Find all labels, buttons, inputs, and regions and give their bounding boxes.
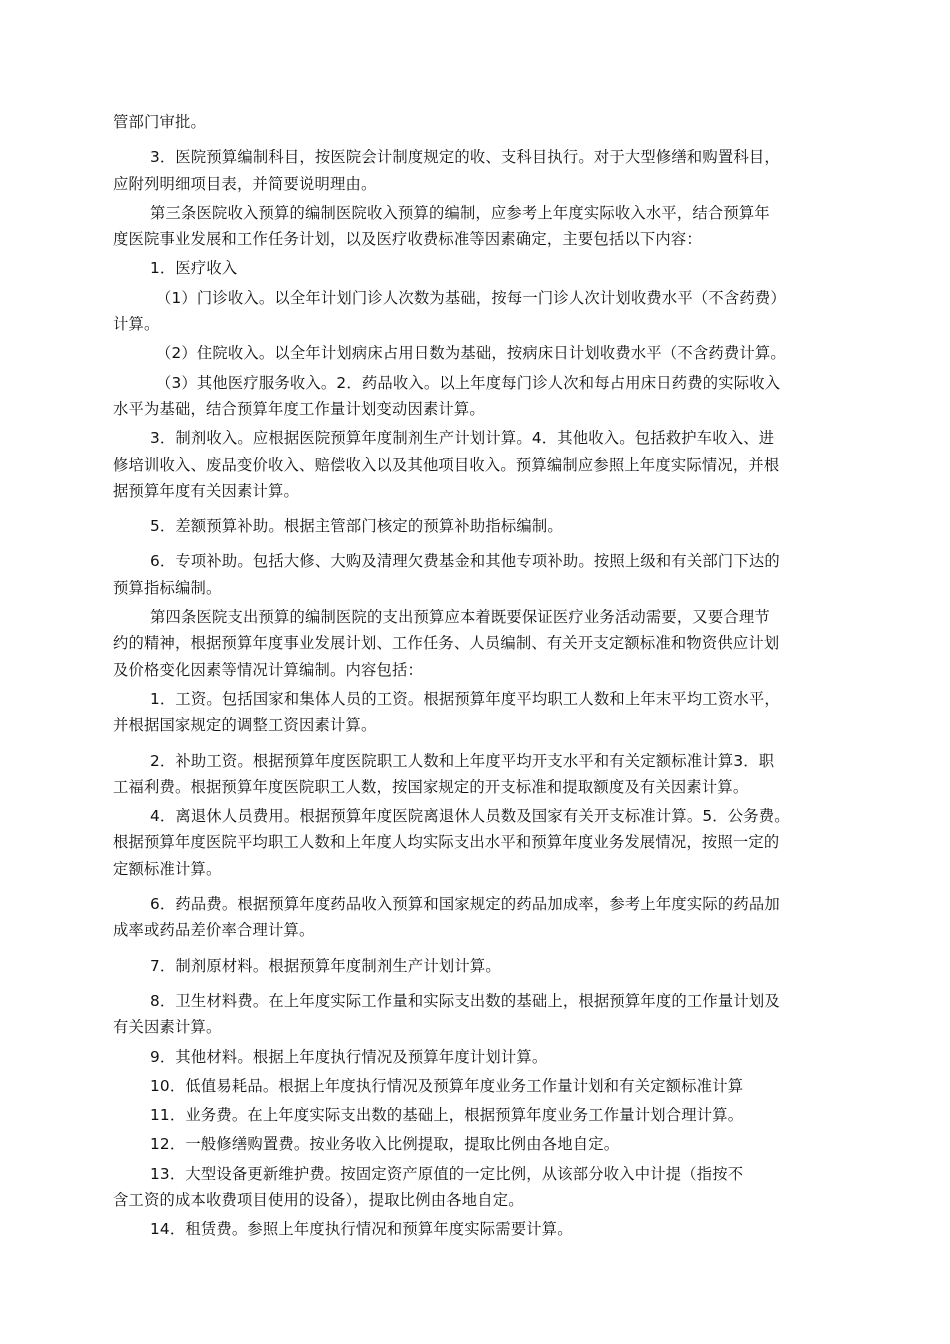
- text-line: 计算。: [113, 315, 160, 334]
- item-business-costs: [113, 1102, 850, 1128]
- text-line: 含工资的成本收费项目使用的设备），提取比例由各地自定。: [113, 1190, 524, 1209]
- text-line: 8．卫生材料费。在上年度实际工作量和实际支出数的基础上，根据预算年度的工作量计划及: [150, 991, 780, 1010]
- item-low-value-consumables: [113, 1073, 850, 1099]
- text-line: （1）门诊收入。以全年计划门诊人次数为基础，按每一门诊人次计划收费水平（不含药费）: [156, 288, 786, 307]
- text-line: 工福利费。根据预算年度医院职工人数，按国家规定的开支标准和提取额度及有关因素计算。: [113, 777, 749, 796]
- item-wages: [113, 686, 850, 739]
- text-line: 定额标准计算。: [113, 859, 222, 878]
- item-other-medical-income: [113, 370, 850, 423]
- item-sanitary-materials: [113, 988, 850, 1041]
- text-line: 1．医疗收入: [150, 259, 238, 278]
- item-medical-income: [113, 255, 850, 281]
- text-line: 6．药品费。根据预算年度药品收入预算和国家规定的药品加成率，参考上年度实际的药品加: [150, 895, 780, 914]
- item-balance-subsidy: [113, 513, 850, 539]
- article-3-income-budget: [113, 200, 850, 253]
- text-line: 约的精神，根据预算年度事业发展计划、工作任务、人员编制、有关开支定额标准和物资供应计划: [113, 634, 780, 653]
- text-line: 10．低值易耗品。根据上年度执行情况及预算年度业务工作量计划和有关定额标准计算: [150, 1076, 744, 1095]
- text-line: 14．租赁费。参照上年度执行情况和预算年度实际需要计算。: [150, 1220, 573, 1239]
- text-line: 5．差额预算补助。根据主管部门核定的预算补助指标编制。: [150, 517, 563, 536]
- item-repair-purchase: [113, 1131, 850, 1157]
- text-line: 11．业务费。在上年度实际支出数的基础上，根据预算年度业务工作量计划合理计算。: [150, 1106, 744, 1125]
- text-line: 3．制剂收入。应根据医院预算年度制剂生产计划计算。4．其他收入。包括救护车收入、进: [150, 429, 775, 448]
- item-outpatient-income: [113, 285, 850, 338]
- text-line: 成率或药品差价率合理计算。: [113, 921, 315, 940]
- paragraph-budget-subjects: [113, 144, 850, 197]
- text-line: 修培训收入、废品变价收入、赔偿收入以及其他项目收入。预算编制应参照上年度实际情况，并根: [113, 455, 780, 474]
- text-line: 根据预算年度医院平均职工人数和上年度人均实际支出水平和预算年度业务发展情况，按照一定的: [113, 833, 780, 852]
- text-line: 7．制剂原材料。根据预算年度制剂生产计划计算。: [150, 956, 501, 975]
- item-special-subsidy: [113, 548, 850, 601]
- item-retiree-costs: [113, 803, 850, 882]
- item-inpatient-income: [113, 340, 850, 366]
- text-line: 12．一般修缮购置费。按业务收入比例提取，提取比例由各地自定。: [150, 1135, 620, 1154]
- text-line: 4．离退休人员费用。根据预算年度医院离退休人员数及国家有关开支标准计算。5．公务费。: [150, 807, 790, 826]
- article-4-expense-budget: [113, 604, 850, 683]
- text-line: 1．工资。包括国家和集体人员的工资。根据预算年度平均职工人数和上年末平均工资水平，: [150, 689, 780, 708]
- item-drug-costs: [113, 891, 850, 944]
- text-line: 应附列明细项目表，并简要说明理由。: [113, 174, 377, 193]
- paragraph: [113, 109, 850, 135]
- item-preparation-income: [113, 425, 850, 504]
- text-line: 有关因素计算。: [113, 1018, 222, 1037]
- text-line: （3）其他医疗服务收入。2．药品收入。以上年度每门诊人次和每占用床日药费的实际收入: [156, 373, 781, 392]
- text-line: 并根据国家规定的调整工资因素计算。: [113, 716, 377, 735]
- text-line: 2．补助工资。根据预算年度医院职工人数和上年度平均开支水平和有关定额标准计算3．职: [150, 751, 775, 770]
- text-line: 及价格变化因素等情况计算编制。内容包括：: [113, 660, 423, 679]
- text-line: 6．专项补助。包括大修、大购及清理欠费基金和其他专项补助。按照上级和有关部门下达的: [150, 552, 780, 571]
- item-rental-fees: [113, 1216, 850, 1242]
- text-line: 3．医院预算编制科目，按医院会计制度规定的收、支科目执行。对于大型修缮和购置科目，: [150, 148, 780, 167]
- item-subsidy-wages: [113, 748, 850, 801]
- text-line: 水平为基础，结合预算年度工作量计划变动因素计算。: [113, 399, 485, 418]
- item-other-materials: [113, 1044, 850, 1070]
- text-line: 管部门审批。: [113, 113, 206, 131]
- text-line: 13．大型设备更新维护费。按固定资产原值的一定比例，从该部分收入中计提（指按不: [150, 1164, 744, 1183]
- text-line: （2）住院收入。以全年计划病床占用日数为基础，按病床日计划收费水平（不含药费计算。: [156, 344, 786, 363]
- item-equipment-maintenance: [113, 1161, 850, 1214]
- text-line: 度医院事业发展和工作任务计划，以及医疗收费标准等因素确定，主要包括以下内容：: [113, 230, 702, 249]
- text-line: 第四条医院支出预算的编制医院的支出预算应本着既要保证医疗业务活动需要，又要合理节: [150, 608, 770, 627]
- text-line: 预算指标编制。: [113, 578, 222, 597]
- item-preparation-materials: [113, 953, 850, 979]
- text-line: 9．其他材料。根据上年度执行情况及预算年度计划计算。: [150, 1047, 548, 1066]
- text-line: 第三条医院收入预算的编制医院收入预算的编制，应参考上年度实际收入水平，结合预算年: [150, 203, 770, 222]
- text-line: 据预算年度有关因素计算。: [113, 481, 299, 500]
